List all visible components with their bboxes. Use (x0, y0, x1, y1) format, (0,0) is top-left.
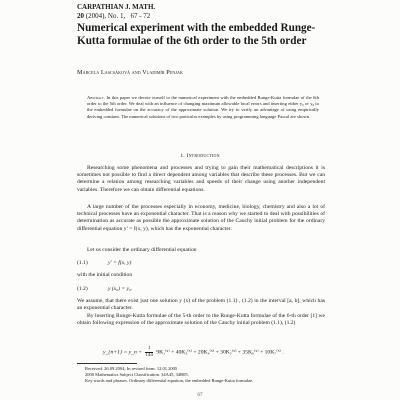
equation-1 (108, 260, 131, 267)
page-number: 67 (197, 392, 203, 398)
footnote-classification: 2000 Mathematics Subject Classification. 34A45, 34B05. (85, 371, 189, 377)
fraction-denominator: 144 (145, 352, 153, 358)
footnote-divider (77, 363, 137, 364)
equation-2-body: y (x₀) = y₀. (108, 286, 133, 292)
equation-3-rhs: 9K₁⁽⁵⁾ + 40K₃⁽⁵⁾ + 20K₄⁽⁵⁾ + 30K₅⁽⁵⁾ + 35K₆⁽⁵⁾ + 10K₇⁽⁵⁾ . (156, 349, 284, 356)
abstract-label: Abstract. (87, 95, 105, 100)
journal-header (77, 3, 155, 21)
footnote-received: Received: 26.09.2004; In revised form: 12.01.2005 (85, 366, 178, 371)
fraction (145, 346, 153, 358)
footnote-keywords: Key words and phrases. Ordinary differential equation, the embedded Runge-Kutta formulae. (85, 377, 254, 383)
equation-3-lhs: y_{n+1} = y_n + (103, 349, 142, 356)
abstract-text: In this paper we devote ourself to the numerical experiment with the embedded Runge-Kutta formulae of the 6th order to the 5th order. We deal with an influence of changing maximum allowable local errors and inserting either y₀ or y₆ to the embedded formulae on the accuracy of the approximate solution. We try to verify an advantage of using empirically deriving constant. The numerical solutions of two particular examples by using programming language Pascal are shown. (87, 95, 319, 119)
equation-2-label: (1.2) (77, 286, 88, 292)
paragraph-3: Let us consider the ordinary differential equation (87, 247, 197, 253)
section-number: 1. (180, 153, 185, 159)
footnotes (77, 366, 327, 383)
equation-1-label: (1.1) (77, 260, 88, 266)
paragraph-1: Researching some phenomena and processes and trying to gain their mathematical descriptions it is sometimes not possible to find a direct dependent among variables that describe these processes. But we can determine a relation among researching variables and speeds of their change using another independent variables. Therefore we can obtain differential equations. (77, 165, 325, 193)
equation-3 (103, 346, 284, 358)
equation-2 (108, 286, 132, 293)
paragraph-4: We assume, that there exist just one solution y (x) of the problem (1.1) , (1.2) in the interval [a, b], which has an exponential character. (77, 298, 325, 312)
section-title: Introduction (186, 153, 220, 159)
equation-1-body: y′ = f(x, y) (108, 260, 132, 266)
authors: Marcela Lascsáková and Vladimír Penjak (77, 69, 183, 76)
page-range: 67 - 72 (130, 12, 151, 20)
volume-year: (2004), No. 1, (85, 12, 126, 20)
abstract (87, 95, 319, 120)
volume-number: 20 (77, 12, 84, 20)
paper-title: Numerical experiment with the embedded Runge-Kutta formulae of the 6th order to the 5th order (77, 22, 316, 47)
journal-volume (77, 12, 155, 21)
journal-name: CARPATHIAN J. MATH. (77, 3, 156, 11)
section-heading (0, 153, 400, 159)
fraction-numerator: 1 (145, 346, 153, 353)
paragraph-5: By inserting Runge-Kutta formulae of the 5-th order to the Runge-Kutta formulae of the 6-th order [1] we obtain following expression of the approximate solution of the Cauchy initial problem (1.1), (1.2) (77, 313, 325, 327)
initial-condition-text: with the initial condition (77, 272, 133, 278)
paragraph-2: A large number of the processes especially in economy, medicine, biology, chemistry and also a lot of technical processes have an exponential character. That is a reason why we started to deal with possibilities of determination as accurate as possible the approximate solution of the Cauchy initial problem for the ordinary differential equation y′ = f(x, y), which has the exponential character. (77, 204, 325, 232)
